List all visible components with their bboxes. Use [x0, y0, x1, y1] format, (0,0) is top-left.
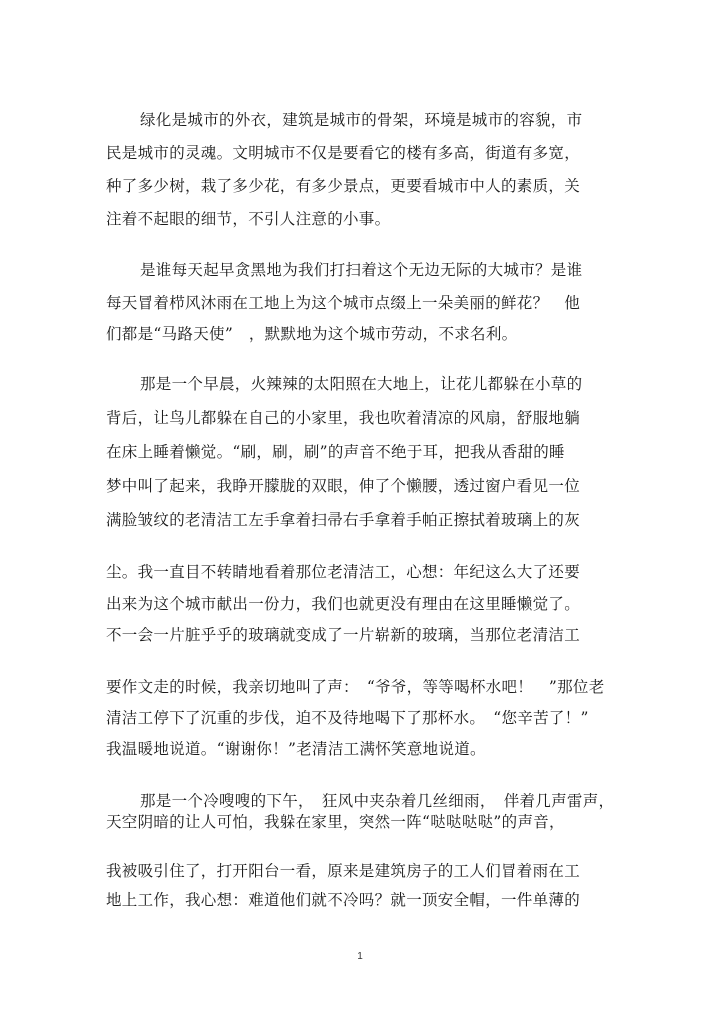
page-number: 1: [357, 951, 363, 962]
text-line: 我被吸引住了，打开阳台一看，原来是建筑房子的工人们冒着雨在工: [106, 862, 581, 880]
text-line: 们都是“马路天使” ，默默地为这个城市劳动，不求名利。: [106, 325, 518, 343]
text-line: 背后，让鸟儿都躲在自己的小家里，我也吹着清凉的风扇，舒服地躺: [106, 409, 581, 427]
text-line: 梦中叫了起来，我睁开朦胧的双眼，伸了个懒腰，透过窗户看见一位: [106, 477, 581, 495]
text-line: 在床上睡着懒觉。“刷，刷，刷”的声音不绝于耳，把我从香甜的睡: [106, 443, 565, 461]
text-line: 民是城市的灵魂。文明城市不仅是要看它的楼有多高，街道有多宽，: [106, 144, 581, 162]
text-line: 种了多少树，栽了多少花，有多少景点，更要看城市中人的素质，关: [106, 177, 581, 195]
text-line: 出来为这个城市献出一份力，我们也就更没有理由在这里睡懒觉了。: [106, 595, 581, 613]
text-line: 天空阴暗的让人可怕，我躲在家里，突然一阵“哒哒哒哒”的声音，: [106, 813, 565, 831]
text-line: 满脸皱纹的老清洁工左手拿着扫帚右手拿着手帕正擦拭着玻璃上的灰: [106, 511, 581, 529]
text-line: 那是一个早晨，火辣辣的太阳照在大地上，让花儿都躲在小草的: [140, 375, 583, 393]
text-line: 清洁工停下了沉重的步伐，迫不及待地喝下了那杯水。 “您辛苦了！”: [106, 709, 589, 727]
text-line: 每天冒着栉风沐雨在工地上为这个城市点缀上一朵美丽的鲜花？ 他: [106, 294, 581, 312]
text-line: 不一会一片脏乎乎的玻璃就变成了一片崭新的玻璃，当那位老清洁工: [106, 626, 581, 644]
text-line: 注着不起眼的细节，不引人注意的小事。: [106, 210, 391, 228]
text-line: 我温暖地说道。“谢谢你！”老清洁工满怀笑意地说道。: [106, 740, 486, 758]
text-line: 绿化是城市的外衣，建筑是城市的骨架，环境是城市的容貌，市: [140, 111, 583, 129]
text-line: 要作文走的时候，我亲切地叫了声： “爷爷，等等喝杯水吧！ ”那位老: [106, 678, 605, 696]
text-line: 是谁每天起早贪黑地为我们打扫着这个无边无际的大城市？是谁: [140, 261, 583, 279]
text-line: 地上工作，我心想：难道他们就不冷吗？就一顶安全帽，一件单薄的: [106, 891, 581, 909]
text-line: 尘。我一直目不转睛地看着那位老清洁工，心想：年纪这么大了还要: [106, 563, 581, 581]
text-line: 那是一个冷嗖嗖的下午， 狂风中夹杂着几丝细雨， 伴着几声雷声，: [140, 792, 615, 810]
